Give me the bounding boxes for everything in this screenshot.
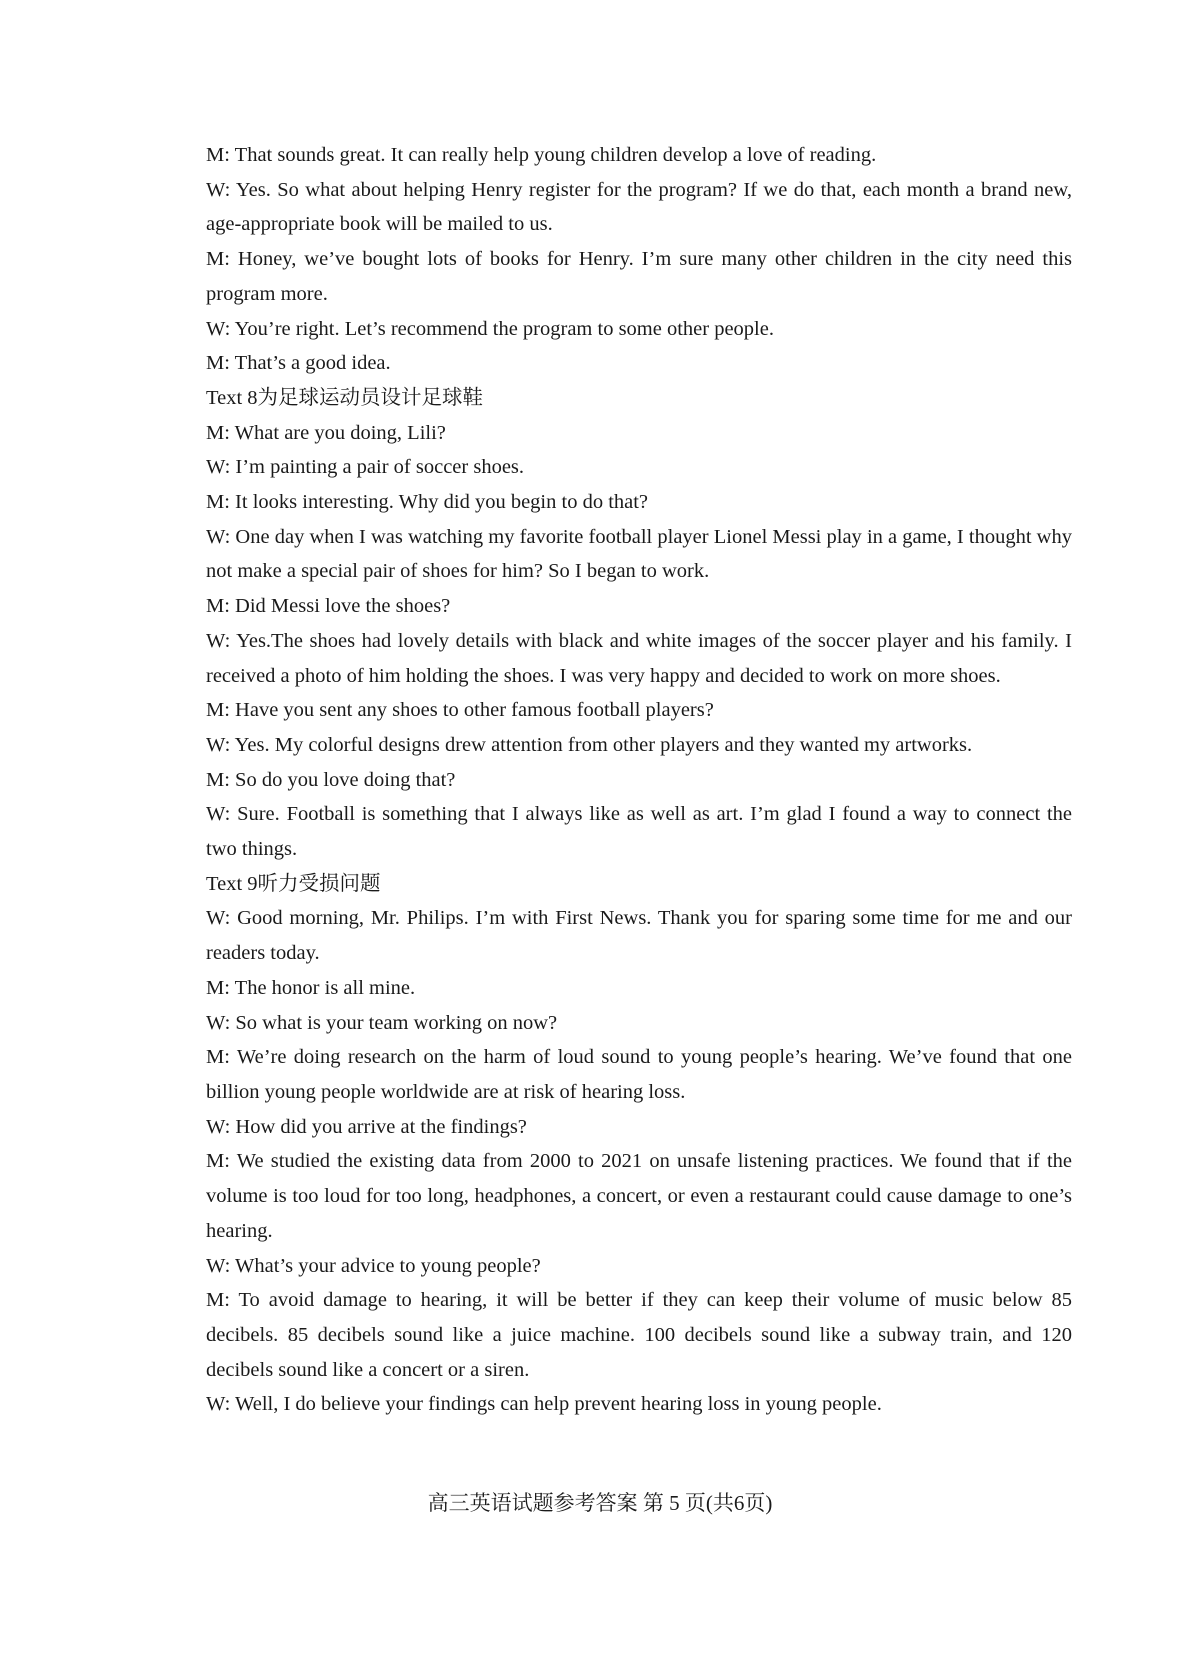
- dialogue-line: W: Good morning, Mr. Philips. I’m with First News. Thank you for sparing some time for me and our readers today.: [206, 907, 1072, 965]
- dialogue-line: W: Yes. So what about helping Henry register for the program? If we do that, each month a brand new, age-appropriate book will be mailed to us.: [206, 178, 1072, 236]
- section-heading-text8: Text 8为足球运动员设计足球鞋: [206, 386, 484, 409]
- dialogue-line: W: Well, I do believe your findings can help prevent hearing loss in young people.: [206, 1393, 882, 1416]
- document-body: [206, 138, 1072, 1422]
- page-footer: 高三英语试题参考答案 第 5 页(共6页): [427, 1491, 773, 1515]
- dialogue-line: M: What are you doing, Lili?: [206, 421, 446, 444]
- dialogue-line: W: How did you arrive at the findings?: [206, 1115, 527, 1138]
- dialogue-line: W: Sure. Football is something that I always like as well as art. I’m glad I found a way to connect the two things.: [206, 803, 1072, 861]
- dialogue-line: W: One day when I was watching my favorite football player Lionel Messi play in a game, I thought why not make a special pair of shoes for him? So I began to work.: [206, 525, 1072, 583]
- dialogue-line: W: What’s your advice to young people?: [206, 1254, 541, 1277]
- dialogue-line: W: So what is your team working on now?: [206, 1011, 558, 1034]
- dialogue-line: M: That’s a good idea.: [206, 352, 391, 375]
- dialogue-line: M: So do you love doing that?: [206, 768, 456, 791]
- dialogue-line: W: Yes.The shoes had lovely details with black and white images of the soccer player and his family. I received a photo of him holding the shoes. I was very happy and decided to work on more shoes.: [206, 629, 1072, 687]
- dialogue-line: M: Honey, we’ve bought lots of books for Henry. I’m sure many other children in the city need this program more.: [206, 248, 1072, 305]
- dialogue-line: M: Have you sent any shoes to other famous football players?: [206, 699, 714, 722]
- dialogue-line: M: We studied the existing data from 2000 to 2021 on unsafe listening practices. We found that if the volume is too loud for too long, headphones, a concert, or even a restaurant could cause damage to one’s hearing.: [206, 1150, 1072, 1242]
- dialogue-line: M: It looks interesting. Why did you begin to do that?: [206, 491, 649, 514]
- dialogue-line: W: Yes. My colorful designs drew attention from other players and they wanted my artworks.: [206, 733, 973, 756]
- dialogue-line: W: You’re right. Let’s recommend the program to some other people.: [206, 317, 774, 340]
- dialogue-line: M: That sounds great. It can really help young children develop a love of reading.: [206, 144, 877, 166]
- dialogue-line: M: We’re doing research on the harm of loud sound to young people’s hearing. We’ve found that one billion young people worldwide are at risk of hearing loss.: [206, 1046, 1072, 1103]
- dialogue-line: M: To avoid damage to hearing, it will be better if they can keep their volume of music below 85 decibels. 85 decibels sound like a juice machine. 100 decibels sound like a subway train, and 120 decibels sound like a concert or a siren.: [206, 1289, 1072, 1381]
- dialogue-line: M: Did Messi love the shoes?: [206, 595, 451, 618]
- dialogue-line: M: The honor is all mine.: [206, 976, 416, 999]
- dialogue-line: W: I’m painting a pair of soccer shoes.: [206, 456, 525, 479]
- section-heading-text9: Text 9听力受损问题: [206, 872, 381, 895]
